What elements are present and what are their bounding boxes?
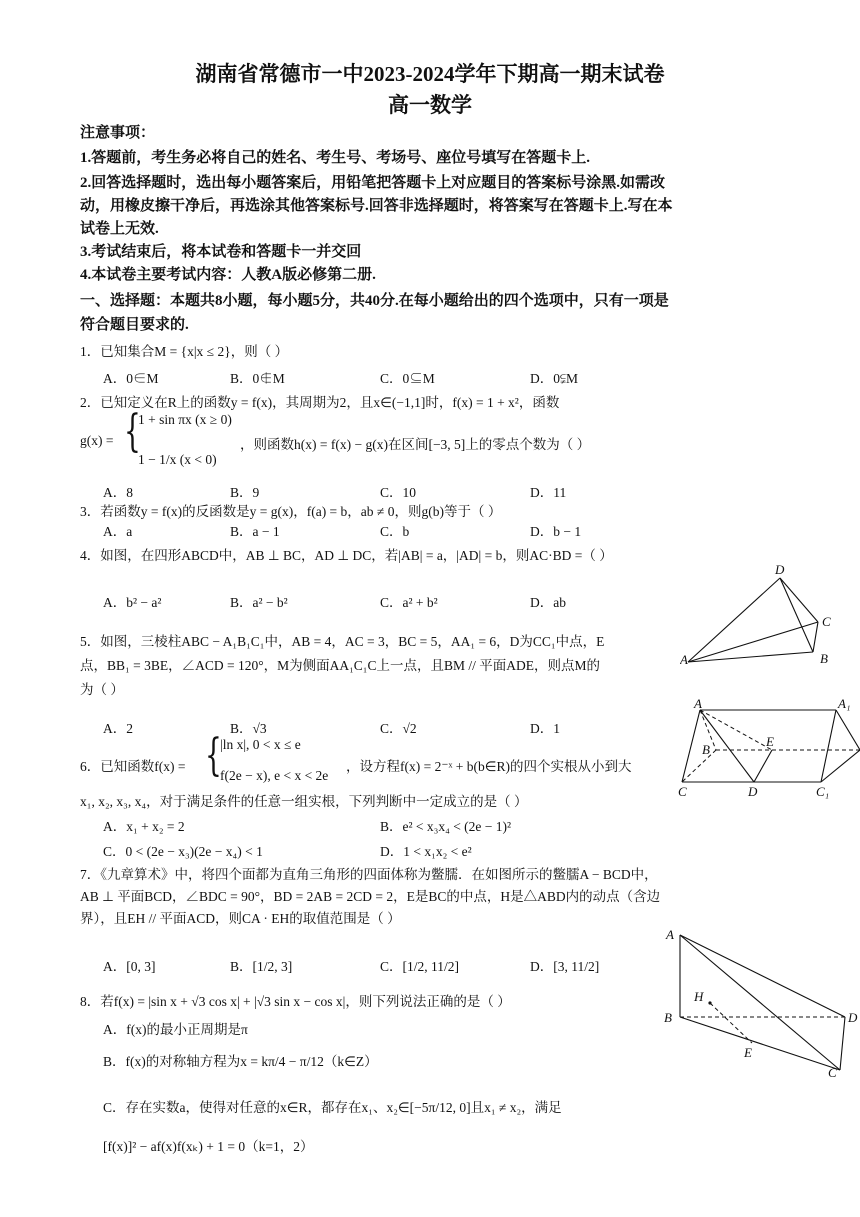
q6-stem-cont: x₁, x₂, x₃, x₄，对于满足条件的任意一组实根，下列判断中一定成立的是（ ） xyxy=(80,794,528,809)
fig4-label-d: D xyxy=(775,562,785,577)
section-heading: 一、选择题：本题共8小题，每小题5分，共40分.在每小题给出的四个选项中，只有一项是 xyxy=(80,293,669,309)
fig5-label-b: B xyxy=(702,742,710,757)
question-3-stem: 3．若函数y = f(x)的反函数是y = g(x)，f(a) = b，ab ≠ 0，则g(b)等于（ ） xyxy=(80,504,502,519)
fig5-label-d: D xyxy=(748,784,758,799)
question-8-stem: 8．若f(x) = |sin x + √3 cos x| + |√3 sin x − cos x|，则下列说法正确的是（ ） xyxy=(80,994,511,1009)
q4-option-b: B．a² − b² xyxy=(230,595,288,610)
q6-option-d: D．1 < x₁x₂ < e² xyxy=(380,844,472,859)
q2-tail: ，则函数h(x) = f(x) − g(x)在区间[−3, 5]上的零点个数为（ ） xyxy=(240,437,591,452)
question-1-stem: 1．已知集合M = {x|x ≤ 2}，则（ ） xyxy=(80,344,289,359)
notice-item-3: 3.考试结束后，将本试卷和答题卡一并交回 xyxy=(80,244,362,260)
quadrilateral-figure xyxy=(680,560,858,672)
tetrahedron-figure xyxy=(660,925,860,1080)
q2-option-d: D．11 xyxy=(530,485,567,500)
question-4-stem: 4．如图，在四形ABCD中，AB ⊥ BC，AD ⊥ DC，若|AB| = a，|AD| = b，则AC·BD =（ ） xyxy=(80,548,613,563)
question-5-stem-cont2: 为（ ） xyxy=(80,682,124,697)
question-2-stem: 2．已知定义在R上的函数y = f(x)，其周期为2，且x∈(−1,1]时，f(x) = 1 + x²，函数 xyxy=(80,395,560,410)
q5-option-b: B．√3 xyxy=(230,721,267,736)
question-7-stem-cont: AB ⊥ 平面BCD，∠BDC = 90°，BD = 2AB = 2CD = 2，E是BC的中点，H是△ABD内的动点（含边 xyxy=(80,889,661,904)
q6-tail: ，设方程f(x) = 2⁻ˣ + b(b∈R)的四个实根从小到大 xyxy=(346,759,632,774)
q7-option-c: C．[1/2, 11/2] xyxy=(380,959,459,974)
q6-case-2: f(2e − x), e < x < 2e xyxy=(220,768,329,783)
fig5-label-c: C xyxy=(678,784,687,799)
q2-option-b: B．9 xyxy=(230,485,260,500)
notice-item-2: 2.回答选择题时，选出每小题答案后，用铅笔把答题卡上对应题目的答案标号涂黑.如需改 xyxy=(80,175,666,191)
q2-case-2: 1 − 1/x (x < 0) xyxy=(138,452,217,467)
fig7-label-e: E xyxy=(744,1045,752,1060)
notice-heading: 注意事项： xyxy=(80,125,156,141)
q6-option-b: B．e² < x₃x₄ < (2e − 1)² xyxy=(380,819,512,834)
fig7-label-a: A xyxy=(666,927,674,942)
q8-option-a: A．f(x)的最小正周期是π xyxy=(103,1022,248,1037)
question-5-stem-cont: 点，BB₁ = 3BE，∠ACD = 120°，M为侧面AA₁C₁C上一点，且BM // 平面ADE，则点M的 xyxy=(80,658,601,673)
question-7-stem: 7．《九章算术》中，将四个面都为直角三角形的四面体称为鳖臑．在如图所示的鳖臑A − BCD中， xyxy=(80,867,658,882)
question-7-stem-cont2: 界），且EH // 平面ACD，则CA · EH的取值范围是（ ） xyxy=(80,911,401,926)
q1-option-b: B．0∉M xyxy=(230,371,285,386)
fig5-label-e: E xyxy=(766,734,774,749)
prism-figure xyxy=(676,698,860,800)
q3-option-d: D．b − 1 xyxy=(530,524,582,539)
q3-option-b: B．a − 1 xyxy=(230,524,280,539)
q5-option-d: D．1 xyxy=(530,721,560,736)
fig5-label-a1: A₁ xyxy=(838,698,851,711)
fig5-label-a: A xyxy=(694,698,702,711)
notice-item-2-cont2: 试卷上无效. xyxy=(80,221,159,237)
q4-option-a: A．b² − a² xyxy=(103,595,162,610)
q8-option-b: B．f(x)的对称轴方程为x = kπ/4 − π/12（k∈Z） xyxy=(103,1054,378,1069)
q8-option-c: C．存在实数a，使得对任意的x∈R，都存在x₁、x₂∈[−5π/12, 0]且x₁ ≠ x₂，满足 xyxy=(103,1100,562,1115)
q3-option-c: C．b xyxy=(380,524,410,539)
q2-option-c: C．10 xyxy=(380,485,417,500)
fig7-label-c: C xyxy=(828,1065,837,1080)
fig5-label-c1: C₁ xyxy=(816,784,830,799)
q2-g-label: g(x) = xyxy=(80,433,114,448)
notice-item-1: 1.答题前，考生务必将自己的姓名、考生号、考场号、座位号填写在答题卡上. xyxy=(80,150,591,166)
fig7-label-d: D xyxy=(848,1010,858,1025)
q1-option-c: C．0⊆M xyxy=(380,371,435,386)
q2-brace: { xyxy=(124,406,141,457)
q2-case-1: 1 + sin πx (x ≥ 0) xyxy=(138,412,232,427)
q5-option-a: A．2 xyxy=(103,721,133,736)
fig4-label-b: B xyxy=(820,651,828,666)
q7-option-b: B．[1/2, 3] xyxy=(230,959,293,974)
q6-lead: 6．已知函数f(x) = xyxy=(80,759,186,774)
q8-option-c-cont: [f(x)]² − af(x)f(xₖ) + 1 = 0（k=1，2） xyxy=(103,1139,314,1154)
notice-item-2-cont: 动，用橡皮擦干净后，再选涂其他答案标号.回答非选择题时，将答案写在答题卡上.写在本 xyxy=(80,198,673,214)
q6-case-1: |ln x|, 0 < x ≤ e xyxy=(220,737,301,752)
q2-option-a: A．8 xyxy=(103,485,133,500)
fig7-label-b: B xyxy=(664,1010,672,1025)
q7-option-d: D．[3, 11/2] xyxy=(530,959,600,974)
exam-title: 湖南省常德市一中2023-2024学年下期高一期末试卷 xyxy=(195,62,665,86)
q6-brace: { xyxy=(205,730,222,781)
section-heading-cont: 符合题目要求的. xyxy=(80,317,189,333)
q4-option-c: C．a² + b² xyxy=(380,595,438,610)
q6-option-a: A．x₁ + x₂ = 2 xyxy=(103,819,185,834)
q5-option-c: C．√2 xyxy=(380,721,417,736)
notice-item-4: 4.本试卷主要考试内容：人教A版必修第二册. xyxy=(80,267,376,283)
q1-option-d: D．0⫋M xyxy=(530,371,578,386)
q6-option-c: C．0 < (2e − x₃)(2e − x₄) < 1 xyxy=(103,844,263,859)
fig4-label-a: A xyxy=(680,652,688,667)
q1-option-a: A．0∈M xyxy=(103,371,159,386)
fig7-label-h: H xyxy=(694,989,704,1004)
q4-option-d: D．ab xyxy=(530,595,566,610)
question-5-stem: 5．如图，三棱柱ABC − A₁B₁C₁中，AB = 4，AC = 3，BC = 5，AA₁ = 6，D为CC₁中点，E xyxy=(80,634,605,649)
q7-option-a: A．[0, 3] xyxy=(103,959,156,974)
q3-option-a: A．a xyxy=(103,524,133,539)
exam-subtitle: 高一数学 xyxy=(388,93,472,117)
fig4-label-c: C xyxy=(822,614,831,629)
